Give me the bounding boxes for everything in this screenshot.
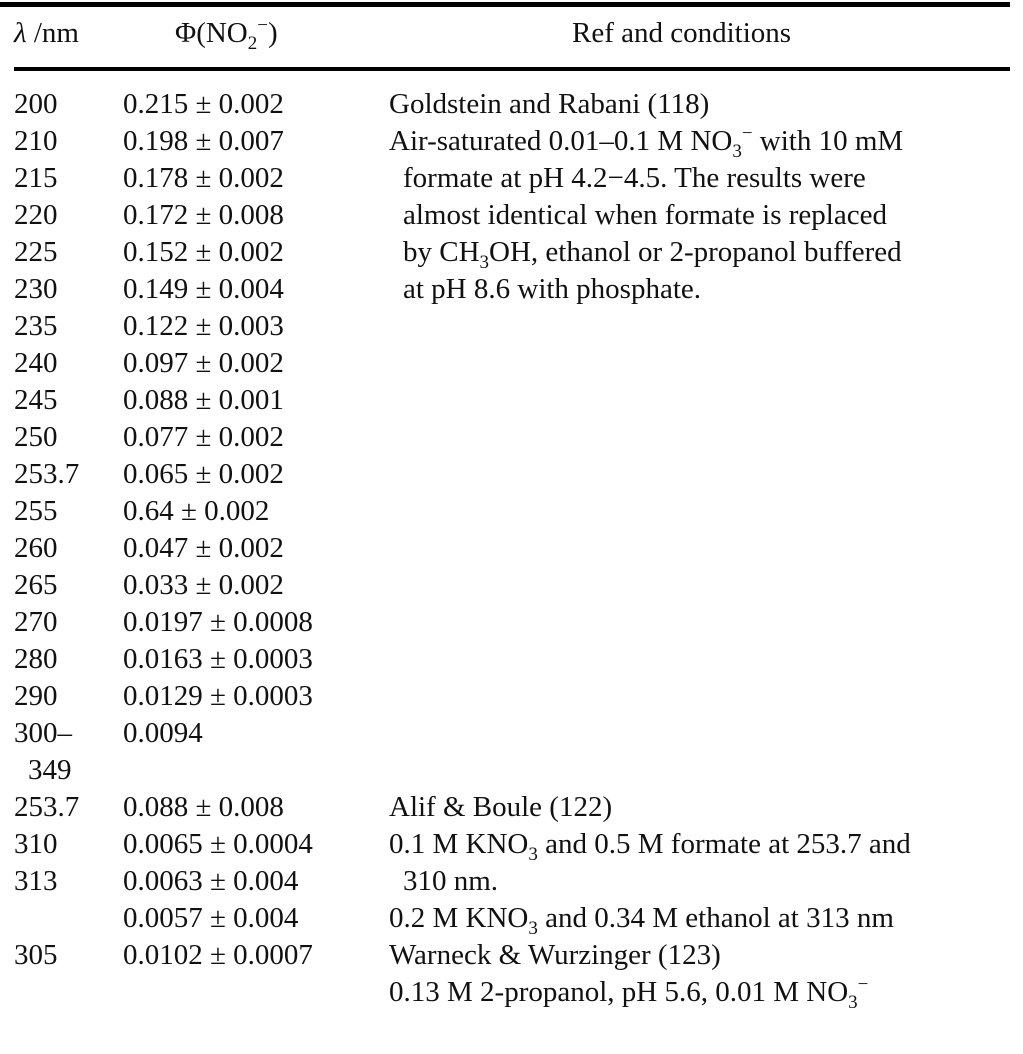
cell-wavelength: 290	[14, 680, 58, 712]
table-row	[0, 567, 1023, 604]
table-row	[0, 419, 1023, 456]
cell-ref-condition	[389, 974, 868, 1011]
subscript: 3	[479, 252, 490, 273]
table-row	[0, 678, 1023, 715]
subscript: 3	[528, 844, 538, 865]
header-bottom-rule	[14, 67, 1010, 71]
cell-wavelength: 200	[14, 88, 58, 120]
cell-ref-condition	[389, 826, 911, 863]
cell-quantum-yield: 0.0057 ± 0.004	[123, 902, 299, 934]
cell-quantum-yield: 0.0197 ± 0.0008	[123, 606, 313, 638]
cell-quantum-yield: 0.64 ± 0.002	[123, 495, 270, 527]
table-row-continuation	[0, 974, 1023, 1011]
table-row-continuation	[0, 752, 1023, 789]
cell-wavelength: 255	[14, 495, 58, 527]
table-row	[0, 493, 1023, 530]
cell-quantum-yield: 0.172 ± 0.008	[123, 199, 284, 231]
table-row	[0, 86, 1023, 123]
table-row	[0, 234, 1023, 271]
cell-wavelength: 215	[14, 162, 58, 194]
lambda-symbol: λ	[14, 17, 27, 49]
text: 0.13 M 2-propanol, pH 5.6, 0.01 M NO	[389, 976, 849, 1008]
table-row	[0, 345, 1023, 382]
text: Air-saturated 0.01–0.1 M NO	[389, 125, 733, 157]
text: and 0.5 M formate at 253.7 and	[537, 828, 911, 860]
subscript: 3	[528, 918, 538, 939]
phi-subscript: 2	[247, 33, 258, 54]
superscript: −	[741, 123, 753, 144]
text: and 0.34 M ethanol at 313 nm	[537, 902, 894, 934]
cell-quantum-yield: 0.149 ± 0.004	[123, 273, 284, 305]
cell-wavelength-continued: 349	[28, 754, 72, 786]
text: 0.2 M KNO	[389, 902, 529, 934]
cell-wavelength: 280	[14, 643, 58, 675]
cell-wavelength: 240	[14, 347, 58, 379]
text: by CH	[403, 236, 480, 268]
cell-quantum-yield: 0.033 ± 0.002	[123, 569, 284, 601]
cell-quantum-yield: 0.198 ± 0.007	[123, 125, 284, 157]
cell-quantum-yield: 0.088 ± 0.008	[123, 791, 284, 823]
cell-ref-condition	[389, 900, 894, 937]
text: 0.1 M KNO	[389, 828, 529, 860]
cell-ref-condition: 310 nm.	[403, 865, 499, 897]
cell-wavelength: 253.7	[14, 458, 80, 490]
cell-quantum-yield: 0.0102 ± 0.0007	[123, 939, 313, 971]
subscript: 3	[848, 992, 858, 1013]
cell-quantum-yield: 0.152 ± 0.002	[123, 236, 284, 268]
table-top-rule	[0, 2, 1010, 7]
table-row	[0, 271, 1023, 308]
table-row	[0, 715, 1023, 752]
text: with 10 mM	[752, 125, 904, 157]
table-row	[0, 530, 1023, 567]
cell-wavelength: 225	[14, 236, 58, 268]
lambda-unit: /nm	[26, 17, 79, 49]
phi-superscript: −	[257, 15, 268, 36]
cell-wavelength: 265	[14, 569, 58, 601]
cell-ref-title: Warneck & Wurzinger (123)	[389, 939, 721, 971]
header-ref-conditions: Ref and conditions	[572, 17, 792, 49]
cell-ref-title: Alif & Boule (122)	[389, 791, 613, 823]
table-row	[0, 456, 1023, 493]
subscript: 3	[732, 141, 742, 162]
cell-wavelength: 260	[14, 532, 58, 564]
cell-wavelength: 220	[14, 199, 58, 231]
header-quantum-yield	[175, 14, 278, 52]
cell-quantum-yield: 0.0163 ± 0.0003	[123, 643, 313, 675]
table-row	[0, 900, 1023, 937]
cell-wavelength: 250	[14, 421, 58, 453]
cell-quantum-yield: 0.0129 ± 0.0003	[123, 680, 313, 712]
cell-wavelength: 235	[14, 310, 58, 342]
cell-quantum-yield: 0.077 ± 0.002	[123, 421, 284, 453]
table-row	[0, 160, 1023, 197]
cell-quantum-yield: 0.178 ± 0.002	[123, 162, 284, 194]
table-row	[0, 863, 1023, 900]
cell-wavelength: 245	[14, 384, 58, 416]
table-row	[0, 789, 1023, 826]
cell-ref-condition	[389, 234, 902, 271]
table-row	[0, 604, 1023, 641]
cell-wavelength: 305	[14, 939, 58, 971]
cell-quantum-yield: 0.097 ± 0.002	[123, 347, 284, 379]
table-row	[0, 826, 1023, 863]
table-row	[0, 937, 1023, 974]
cell-quantum-yield: 0.065 ± 0.002	[123, 458, 284, 490]
text: OH, ethanol or 2-propanol buffered	[489, 236, 902, 268]
cell-ref-condition: almost identical when formate is replaced	[403, 199, 887, 231]
header-wavelength	[14, 14, 79, 52]
table-row	[0, 123, 1023, 160]
cell-quantum-yield: 0.0063 ± 0.004	[123, 865, 299, 897]
cell-quantum-yield: 0.088 ± 0.001	[123, 384, 284, 416]
table-row	[0, 197, 1023, 234]
table-body	[0, 86, 1023, 1011]
phi-suffix: )	[267, 17, 278, 49]
phi-prefix: Φ(NO	[175, 17, 248, 49]
cell-wavelength: 300–	[14, 717, 72, 749]
table-row	[0, 641, 1023, 678]
superscript: −	[857, 974, 869, 995]
cell-wavelength: 230	[14, 273, 58, 305]
cell-quantum-yield: 0.047 ± 0.002	[123, 532, 284, 564]
cell-quantum-yield: 0.0094	[123, 717, 203, 749]
cell-wavelength: 270	[14, 606, 58, 638]
cell-ref-title: Goldstein and Rabani (118)	[389, 88, 710, 120]
cell-ref-condition: formate at pH 4.2−4.5. The results were	[403, 162, 866, 194]
table-row	[0, 382, 1023, 419]
cell-quantum-yield: 0.122 ± 0.003	[123, 310, 284, 342]
cell-quantum-yield: 0.0065 ± 0.0004	[123, 828, 313, 860]
cell-wavelength: 253.7	[14, 791, 80, 823]
cell-wavelength: 310	[14, 828, 58, 860]
cell-quantum-yield: 0.215 ± 0.002	[123, 88, 284, 120]
table-row	[0, 308, 1023, 345]
cell-wavelength: 210	[14, 125, 58, 157]
cell-ref-condition	[389, 123, 903, 160]
cell-ref-condition: at pH 8.6 with phosphate.	[403, 273, 702, 305]
cell-wavelength: 313	[14, 865, 58, 897]
